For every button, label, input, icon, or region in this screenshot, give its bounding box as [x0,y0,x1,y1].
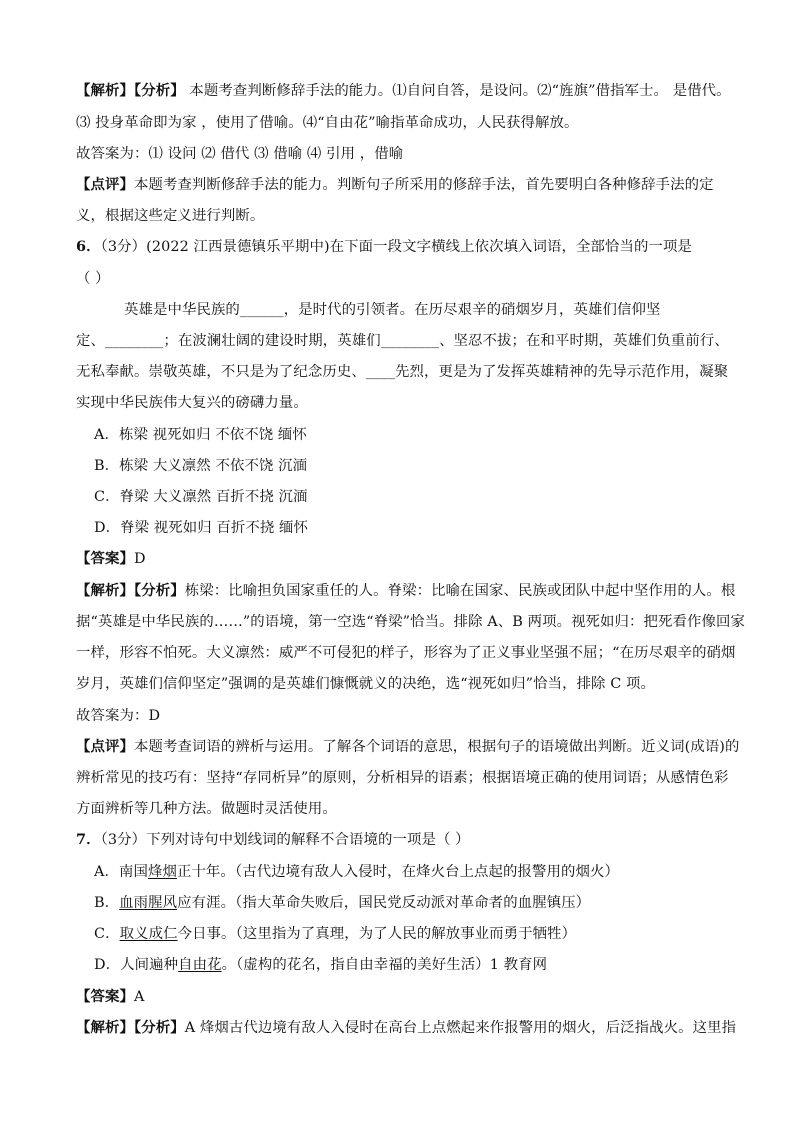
underlined-term: 自由花 [178,957,222,973]
comment-tag: 【点评】 [76,176,134,193]
q7-option-b: B．血雨腥风应有涯。（指大革命失败后，国民党反动派对革命者的血腥镇压） [94,895,591,911]
q6-answer-line: 故答案为：D [76,708,161,724]
q6-option-a: A．栋梁 视死如归 不依不饶 缅怀 [94,427,307,443]
q6-analysis-line-3: 一样，形容不怕死。大义凛然：威严不可侵犯的样子，形容为了正义事业坚强不屈；“在历尽艰辛的硝烟 [76,645,736,661]
q7-option-a: A．南国烽烟正十年。（古代边境有敌人入侵时，在烽火台上点起的报警用的烟火） [94,864,619,880]
underlined-term: 取义成仁 [119,926,178,942]
q5-analysis-line-2: ⑶ 投身革命即为家 ，使用了借喻。⑷“自由花”喻指革命成功，人民获得解放。 [76,115,579,131]
q6-bracket: （ ） [76,271,110,287]
underlined-term: 血雨腥风 [119,895,178,911]
underlined-term: 烽烟 [147,864,177,880]
answer-tag: 【答案】 [76,550,134,567]
answer-tag: 【答案】 [76,988,134,1005]
q6-passage-line-1: 英雄是中华民族的______，是时代的引领者。在历尽艰辛的硝烟岁月，英雄们信仰坚 [124,302,661,318]
analysis-tag: 【解析】【分析】 [76,82,185,99]
q6-option-b: B．栋梁 大义凛然 不依不饶 沉湎 [94,458,308,474]
q6-comment-line-1: 【点评】本题考查词语的辨析与运用。了解各个词语的意思，根据句子的语境做出判断。近义词(成语)的 [76,738,740,755]
q7-stem: 7．（3分）下列对诗句中划线词的解释不合语境的一项是（ ） [76,831,470,848]
q6-comment-line-2: 辨析常见的技巧有：坚持“存同析异”的原则，分析相异的语素；根据语境正确的使用词语；从感情色彩 [76,770,729,786]
analysis-tag: 【解析】【分析】 [76,1019,185,1036]
q6-option-c: C．脊梁 大义凛然 百折不挠 沉湎 [94,489,308,505]
q5-comment-line-1: 【点评】本题考查判断修辞手法的能力。判断句子所采用的修辞手法，首先要明白各种修辞手法的定 [76,176,714,193]
q5-answer-line: 故答案为：⑴ 设问 ⑵ 借代 ⑶ 借喻 ⑷ 引用 ，借喻 [76,146,404,162]
q6-passage-line-2: 定、________；在波澜壮阔的建设时期，英雄们________、坚忍不拔；在和平时期，英雄们负重前行、 [76,333,729,349]
q6-stem: 6．（3分）(2022 江西景德镇乐平期中)在下面一段文字横线上依次填入词语，全部恰当的一项是 [76,238,692,255]
q5-comment-line-2: 义，根据这些定义进行判断。 [76,208,265,224]
q7-analysis-line-1: 【解析】【分析】A 烽烟古代边境有敌人入侵时在高台上点燃起来作报警用的烟火，后泛指战火。这里指 [76,1019,737,1036]
q6-passage-line-4: 实现中华民族伟大复兴的磅礴力量。 [76,395,308,411]
q6-option-d: D．脊梁 视死如归 百折不挠 缅怀 [94,520,309,536]
q7-option-c: C．取义成仁今日事。（这里指为了真理，为了人民的解放事业而勇于牺牲） [94,926,577,942]
q6-analysis-line-2: 据“英雄是中华民族的……”的语境，第一空选“脊梁”恰当。排除 A、B 两项。视死如归：把死看作像回家 [76,614,745,630]
q5-analysis-line-1: 【解析】【分析】 本题考查判断修辞手法的能力。⑴自问自答，是设问。⑵“旌旗”借指军士。 是借代。 [76,82,731,99]
q6-passage-line-3: 无私奉献。崇敬英雄，不只是为了纪念历史、____先烈，更是为了发挥英雄精神的先导示范作用，凝聚 [76,364,729,380]
q7-option-d: D．人间遍种自由花。（虚构的花名，指自由幸福的美好生活）1 教育网 [94,957,548,973]
q6-analysis-line-4: 岁月，英雄们信仰坚定”强调的是英雄们慷慨就义的决绝，选“视死如归”恰当，排除 C 项。 [76,676,655,692]
question-number: 6． [76,238,101,255]
comment-tag: 【点评】 [76,738,134,755]
question-number: 7． [76,831,101,848]
q6-answer: 【答案】D [76,550,146,567]
q6-analysis-line-1: 【解析】【分析】栋梁：比喻担负国家重任的人。脊梁：比喻在国家、民族或团队中起中坚作用的人。根 [76,582,736,599]
q6-comment-line-3: 方面辨析等几种方法。做题时灵活使用。 [76,801,337,817]
analysis-tag: 【解析】【分析】 [76,582,185,599]
q7-answer: 【答案】A [76,988,145,1005]
